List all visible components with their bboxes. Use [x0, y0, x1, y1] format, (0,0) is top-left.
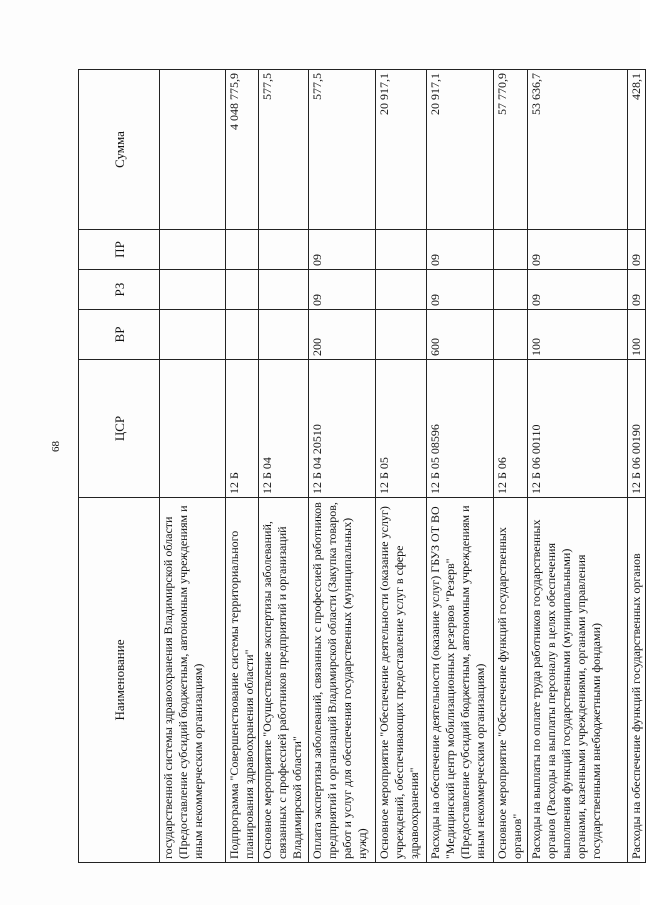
cell-vr: 100	[528, 310, 628, 360]
cell-sum: 577,5	[309, 70, 376, 230]
cell-rz	[494, 270, 528, 310]
cell-csr: 12 Б 05 08596	[427, 360, 494, 498]
cell-name: Расходы на обеспечение функций государственных органов	[628, 498, 646, 863]
table-row	[226, 70, 259, 863]
cell-csr: 12 Б 06	[494, 360, 528, 498]
cell-pr	[160, 230, 226, 270]
cell-csr: 12 Б 05	[376, 360, 427, 498]
cell-csr: 12 Б 06 00190	[628, 360, 646, 498]
cell-sum	[160, 70, 226, 230]
cell-sum: 53 636,7	[528, 70, 628, 230]
cell-pr: 09	[309, 230, 376, 270]
table-row	[259, 70, 309, 863]
cell-csr: 12 Б 04	[259, 360, 309, 498]
cell-vr	[494, 310, 528, 360]
cell-vr: 600	[427, 310, 494, 360]
table-row	[427, 70, 494, 863]
cell-csr: 12 Б 04 20510	[309, 360, 376, 498]
cell-name: государственной системы здравоохранения Владимирской области (Предоставление субсидий бюджетным, автономным учреждениям и иным некоммерческим организациям)	[160, 498, 226, 863]
cell-name: Расходы на обеспечение деятельности (оказание услуг) ГБУЗ ОТ ВО "Медицинский центр мобилизационных резервов "Резерв" (Предоставление субсидий бюджетным, автономным учреждениям и иным некоммерческим организациям)	[427, 498, 494, 863]
header-name: Наименование	[79, 498, 160, 863]
header-vr: ВР	[79, 310, 160, 360]
cell-name: Основное мероприятие "Обеспечение деятельности (оказание услуг) учреждений, обеспечивающих предоставление услуг в сфере здравоохранения"	[376, 498, 427, 863]
header-row	[79, 70, 160, 863]
cell-pr	[494, 230, 528, 270]
cell-name: Основное мероприятие "Обеспечение функций государственных органов"	[494, 498, 528, 863]
cell-vr: 200	[309, 310, 376, 360]
cell-sum: 20 917,1	[376, 70, 427, 230]
cell-rz: 09	[628, 270, 646, 310]
cell-name: Основное мероприятие "Осуществление экспертизы заболеваний, связанных с профессией работников предприятий и организаций Владимирской области"	[259, 498, 309, 863]
table-row	[528, 70, 628, 863]
cell-rz	[160, 270, 226, 310]
cell-vr	[160, 310, 226, 360]
rotated-table-wrapper	[78, 70, 643, 863]
cell-pr	[259, 230, 309, 270]
cell-sum: 20 917,1	[427, 70, 494, 230]
cell-rz	[376, 270, 427, 310]
cell-name: Расходы на выплаты по оплате труда работников государственных органов (Расходы на выплаты персоналу в целях обеспечения выполнения функций государственными (муниципальными) органами, казенными учреждениями, органами управления государственными внебюджетными фондами)	[528, 498, 628, 863]
cell-pr	[226, 230, 259, 270]
cell-rz: 09	[309, 270, 376, 310]
cell-name: Оплата экспертизы заболеваний, связанных с профессией работников предприятий и организаций Владимирской области (Закупка товаров, работ и услуг для обеспечения государственных (муниципальных) нужд)	[309, 498, 376, 863]
cell-sum: 577,5	[259, 70, 309, 230]
header-sum: Сумма	[79, 70, 160, 230]
table-row	[160, 70, 226, 863]
cell-pr: 09	[528, 230, 628, 270]
cell-pr	[376, 230, 427, 270]
cell-pr: 09	[427, 230, 494, 270]
table-row	[494, 70, 528, 863]
cell-sum: 4 048 775,9	[226, 70, 259, 230]
cell-sum: 428,1	[628, 70, 646, 230]
budget-table	[78, 69, 646, 863]
cell-csr: 12 Б	[226, 360, 259, 498]
header-pr: ПР	[79, 230, 160, 270]
cell-csr: 12 Б 06 00110	[528, 360, 628, 498]
table-row	[309, 70, 376, 863]
cell-vr: 100	[628, 310, 646, 360]
cell-rz	[226, 270, 259, 310]
table-row	[628, 70, 646, 863]
cell-vr	[226, 310, 259, 360]
cell-rz: 09	[528, 270, 628, 310]
cell-name: Подпрограмма "Совершенствование системы территориального планирования здравоохранения области"	[226, 498, 259, 863]
table-row	[376, 70, 427, 863]
cell-vr	[376, 310, 427, 360]
cell-sum: 57 770,9	[494, 70, 528, 230]
cell-rz	[259, 270, 309, 310]
header-rz: РЗ	[79, 270, 160, 310]
cell-pr: 09	[628, 230, 646, 270]
header-csr: ЦСР	[79, 360, 160, 498]
cell-rz: 09	[427, 270, 494, 310]
cell-vr	[259, 310, 309, 360]
cell-csr	[160, 360, 226, 498]
page-number: 68	[50, 441, 62, 452]
